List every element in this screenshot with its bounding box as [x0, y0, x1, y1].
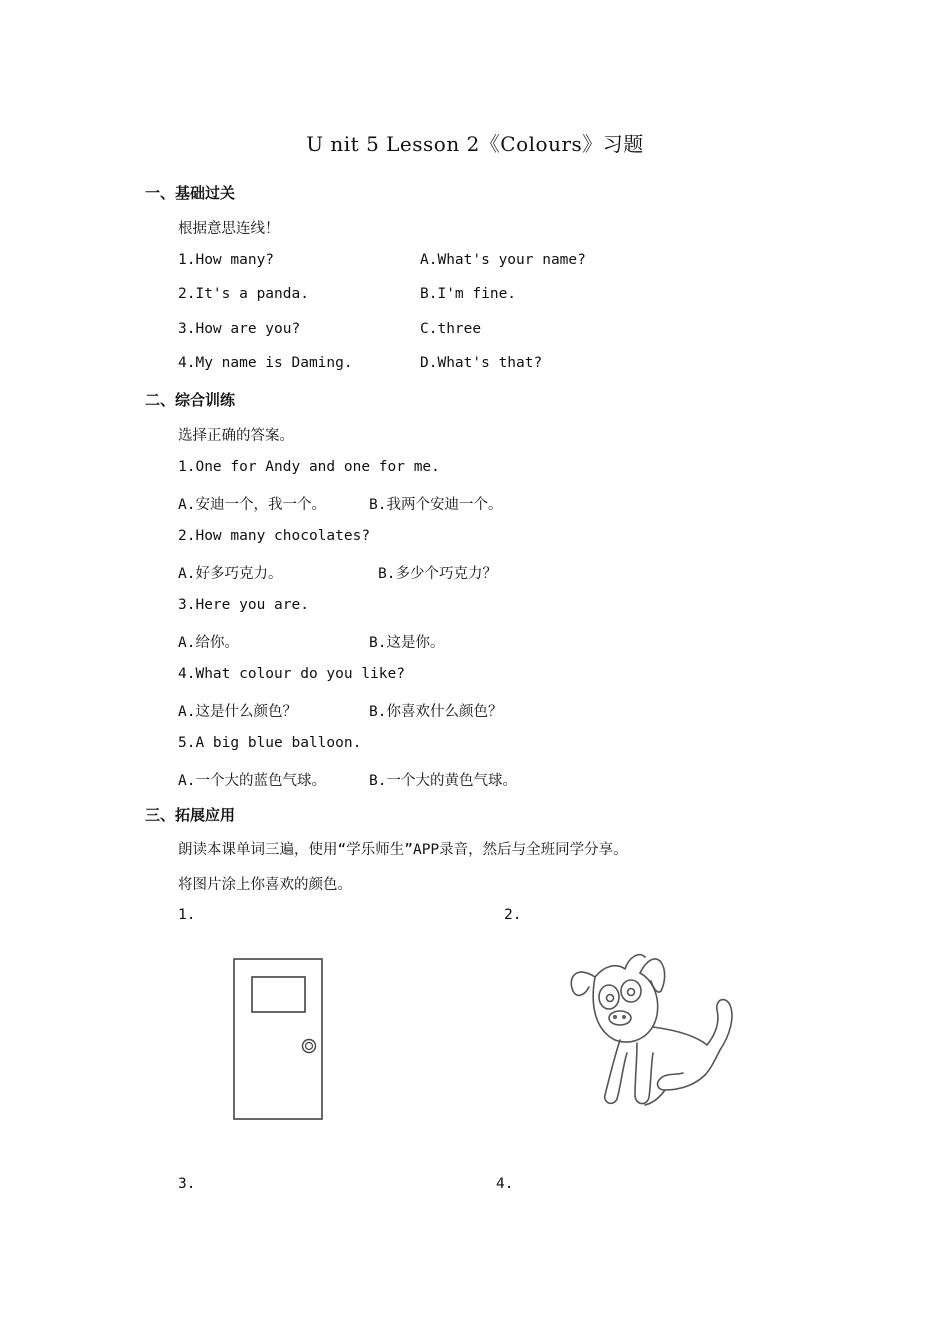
section2-instruction: 选择正确的答案。: [178, 428, 294, 444]
match-left-4: 4.My name is Daming.: [178, 355, 353, 371]
match-left-2: 2.It's a panda.: [178, 286, 309, 302]
match-right-4: D.What's that?: [420, 355, 543, 371]
question-4-option-a: A.这是什么颜色？: [178, 704, 297, 720]
section1-heading: 一、基础过关: [145, 184, 236, 202]
question-1: 1.One for Andy and one for me.: [178, 459, 440, 475]
picture-label-2: 2.: [504, 907, 522, 923]
dog-drawing: [565, 935, 760, 1120]
question-2-option-b: B.多少个巧克力？: [378, 566, 497, 582]
question-1-option-b: B.我两个安迪一个。: [369, 497, 503, 513]
question-4: 4.What colour do you like?: [178, 666, 405, 682]
picture-label-1: 1.: [178, 907, 196, 923]
match-right-3: C.three: [420, 321, 482, 337]
question-3: 3.Here you are.: [178, 597, 309, 613]
match-left-1: 1.How many?: [178, 252, 275, 268]
question-5-option-a: A.一个大的蓝色气球。: [178, 773, 326, 789]
section3-line1: 朗读本课单词三遍，使用“学乐师生”APP录音，然后与全班同学分享。: [178, 842, 628, 858]
section3-line2: 将图片涂上你喜欢的颜色。: [178, 877, 352, 893]
match-right-2: B.I'm fine.: [420, 286, 517, 302]
door-drawing: [225, 950, 335, 1126]
match-left-3: 3.How are you?: [178, 321, 301, 337]
section2-heading: 二、综合训练: [145, 391, 236, 409]
question-5: 5.A big blue balloon.: [178, 735, 362, 751]
question-2-option-a: A.好多巧克力。: [178, 566, 283, 582]
page-title: U nit 5 Lesson 2《Colours》习题: [306, 132, 644, 156]
question-3-option-a: A.给你。: [178, 635, 239, 651]
question-4-option-b: B.你喜欢什么颜色？: [369, 704, 503, 720]
section1-instruction: 根据意思连线！: [178, 221, 280, 237]
picture-label-3: 3.: [178, 1176, 196, 1192]
question-1-option-a: A.安迪一个，我一个。: [178, 497, 326, 513]
question-5-option-b: B.一个大的黄色气球。: [369, 773, 517, 789]
question-2: 2.How many chocolates?: [178, 528, 371, 544]
question-3-option-b: B.这是你。: [369, 635, 445, 651]
picture-label-4: 4.: [496, 1176, 514, 1192]
match-right-1: A.What's your name?: [420, 252, 586, 268]
section3-heading: 三、拓展应用: [145, 806, 236, 824]
